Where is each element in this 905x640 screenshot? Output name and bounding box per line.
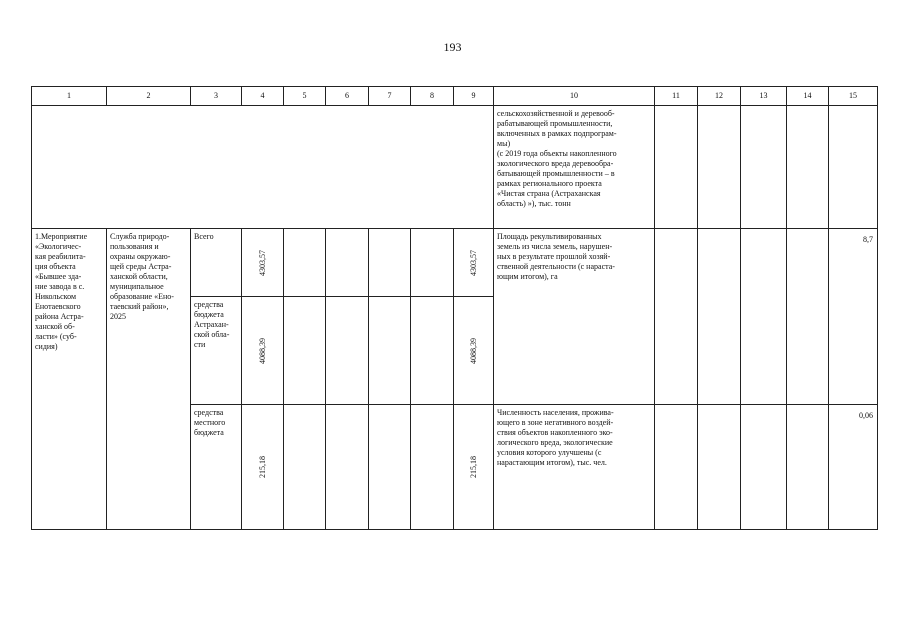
empty-cell [741,106,787,229]
empty-cell [655,106,698,229]
empty-cell [369,229,411,297]
empty-cell [698,106,741,229]
header-row [32,87,878,106]
empty-cell [284,405,326,530]
indicator1-cell [494,229,655,405]
indicator1-text: Площадь рекультивированных земель из числа земель, нарушен- ных в результате прошлой хозяй- ственной деятельности (с нараста- ющим итогом), га [497,232,615,281]
col-header-8: 8 [411,87,454,106]
empty-cell [787,229,829,405]
empty-cell [787,405,829,530]
empty-cell [326,229,369,297]
empty-cell [369,405,411,530]
continued-indicator-cell [494,106,655,229]
source-cell [191,405,242,530]
col4-total-value: 4303,57 [257,249,267,276]
col9-cell [454,405,494,530]
col9-local-value: 215,18 [468,456,478,478]
empty-cell [829,106,878,229]
source-cell [191,229,242,297]
empty-cell [411,297,454,405]
col-header-2: 2 [107,87,191,106]
col4-cell [242,405,284,530]
empty-cell [698,405,741,530]
empty-cell [284,229,326,297]
executor-text: Служба природо- пользования и охраны окружаю- щей среды Астра- ханской области, муниципальное образование «Ено- таевский район», 2025 [110,232,174,321]
indicator2-cell [494,405,655,530]
empty-cell [369,297,411,405]
source-cell [191,297,242,405]
col4-cell [242,297,284,405]
activity-row-total [32,229,878,297]
continued-row [32,106,878,229]
col-header-15: 15 [829,87,878,106]
empty-cell [411,405,454,530]
col9-cell [454,229,494,297]
col-header-10: 10 [494,87,655,106]
indicator2-value-cell [829,405,878,530]
continued-indicator-text: сельскохозяйственной и деревооб- рабатывающей промышленности, включенных в рамках подпрограм- мы) (с 2019 года объекты накопленного экологического вреда деревообра- батывающей промышленности – в рамках регионального проекта «Чистая страна (Астраханская область) »), тыс. тонн [497,109,617,208]
col-header-7: 7 [369,87,411,106]
col-header-11: 11 [655,87,698,106]
page-number: 193 [443,40,462,54]
empty-cell [741,405,787,530]
activity-name-cell [32,229,107,530]
indicator1-value: 8,7 [863,235,873,244]
activity-name: 1.Мероприятие «Экологичес- кая реабилита- ция объекта «Бывшее зда- ние завода в с. Никольском Енотаевского района Астра- ханской об- ласти» (суб- сидия) [35,232,88,351]
col-header-1: 1 [32,87,107,106]
empty-cell [655,229,698,405]
empty-span-cell [32,106,494,229]
indicator2-text: Численность населения, прожива- ющего в зоне негативного воздей- ствия объектов накопленного эко- логического вреда, экологические условия которого улучшены (с нарастающим итогом), тыс. чел. [497,408,614,467]
col-header-3: 3 [191,87,242,106]
col-header-12: 12 [698,87,741,106]
executor-cell [107,229,191,530]
empty-cell [655,405,698,530]
empty-cell [284,297,326,405]
col-header-5: 5 [284,87,326,106]
empty-cell [698,229,741,405]
col4-cell [242,229,284,297]
indicator2-value: 0,06 [859,411,873,420]
empty-cell [787,106,829,229]
source-regional: средства бюджета Астрахан- ской обла- сти [194,300,230,349]
col4-local-value: 215,18 [257,456,267,478]
col-header-4: 4 [242,87,284,106]
col-header-9: 9 [454,87,494,106]
col4-regional-value: 4088,39 [257,337,267,364]
col9-regional-value: 4088,39 [468,337,478,364]
empty-cell [411,229,454,297]
source-total: Всего [194,232,214,241]
col-header-13: 13 [741,87,787,106]
program-table [31,86,878,530]
col9-total-value: 4303,57 [468,249,478,276]
empty-cell [326,297,369,405]
col9-cell [454,297,494,405]
col-header-6: 6 [326,87,369,106]
source-local: средства местного бюджета [194,408,226,437]
indicator1-value-cell [829,229,878,405]
empty-cell [326,405,369,530]
col-header-14: 14 [787,87,829,106]
empty-cell [741,229,787,405]
